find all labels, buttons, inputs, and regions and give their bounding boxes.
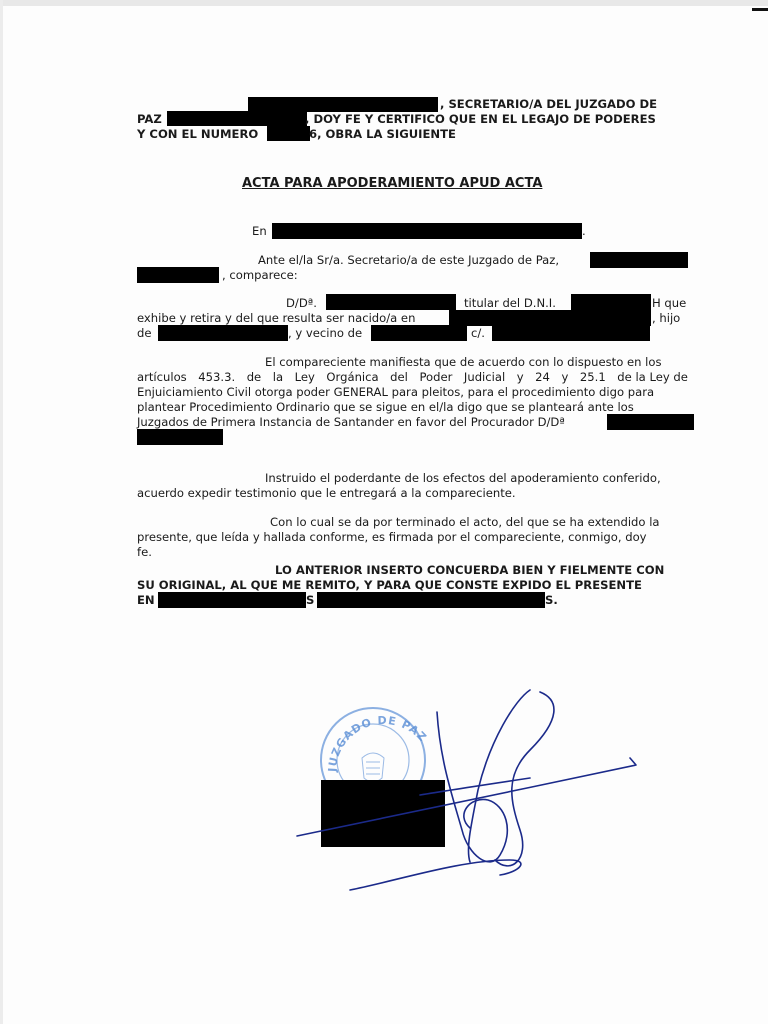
closing-line-3-start: EN [137, 593, 155, 607]
para1-line-2-word: Poder [419, 370, 453, 384]
en-dot: . [582, 224, 586, 238]
para2-line-2: acuerdo expedir testimonio que le entregará a la compareciente. [137, 486, 516, 500]
closing-line-2: SU ORIGINAL, AL QUE ME REMITO, Y PARA QUE CONSTE EXPIDO EL PRESENTE [137, 578, 642, 592]
ante-line-1: Ante el/la Sr/a. Secretario/a de este Juzgado de Paz, [258, 253, 560, 267]
dda-label: D/Dª. [286, 296, 317, 310]
para1-line-2-word: Judicial [463, 370, 506, 384]
para1-line-1: El compareciente manifiesta que de acuerdo con lo dispuesto en los [265, 355, 662, 369]
para1-line-3: Enjuiciamiento Civil otorga poder GENERAL para pleitos, para el procedimiento digo para [137, 385, 655, 399]
document-title: ACTA PARA APODERAMIENTO APUD ACTA [242, 176, 543, 191]
para1-line-2-word: Ley [294, 370, 315, 384]
para3-line-3: fe. [137, 545, 152, 559]
para1-line-2-word: la [272, 370, 284, 384]
dni-label: titular del D.N.I. [464, 296, 556, 310]
de-label: de [137, 326, 152, 340]
para1-line-2-word: artículos [137, 370, 187, 384]
para1-line-5: Juzgados de Primera Instancia de Santander en favor del Procurador D/Dª [137, 415, 565, 429]
header-line-2-start: PAZ [137, 112, 162, 126]
closing-line-3-end: S. [545, 593, 558, 607]
header-line-1: , SECRETARIO/A DEL JUZGADO DE [440, 97, 658, 111]
en-label: En [252, 224, 267, 238]
para1-line-2-word: de la Ley de [617, 370, 688, 384]
para1-line-2-word: de [246, 370, 262, 384]
header-line-3-start: Y CON EL NUMERO [137, 127, 259, 141]
dni-end: H que [652, 296, 687, 310]
header-line-2-end: , DOY FE Y CERTIFICO QUE EN EL LEGAJO DE PODERES [305, 112, 656, 126]
stamp-text: JUZGADO DE PAZ [325, 713, 430, 773]
closing-line-3-mid: S [306, 593, 315, 607]
vecino-label: , y vecino de [288, 326, 363, 340]
header-line-3-end: 6, OBRA LA SIGUIENTE [309, 127, 456, 141]
para1-line-4: plantear Procedimiento Ordinario que se sigue en el/la digo que se planteará ante los [137, 400, 634, 414]
para2-line-1: Instruido el poderdante de los efectos del apoderamiento conferido, [265, 471, 661, 485]
para3-line-1: Con lo cual se da por terminado el acto, del que se ha extendido la [270, 515, 660, 529]
closing-line-1: LO ANTERIOR INSERTO CONCUERDA BIEN Y FIELMENTE CON [275, 563, 665, 577]
para1-line-2-word: 25.1 [579, 370, 606, 384]
para1-line-2-word: 453.3. [198, 370, 236, 384]
exhibe-line: exhibe y retira y del que resulta ser nacido/a en [137, 311, 416, 325]
para3-line-2: presente, que leída y hallada conforme, es firmada por el compareciente, conmigo, doy [137, 530, 647, 544]
para1-line-2-word: 24 [535, 370, 550, 384]
ante-line-2: , comparece: [222, 268, 298, 282]
para1-line-2-word: y [516, 370, 524, 384]
hijo-label: , hijo [652, 311, 681, 325]
para1-line-2-word: y [561, 370, 569, 384]
para1-line-2-word: del [390, 370, 408, 384]
calle-label: c/. [471, 326, 485, 340]
para1-line-2-word: Orgánica [326, 370, 379, 384]
